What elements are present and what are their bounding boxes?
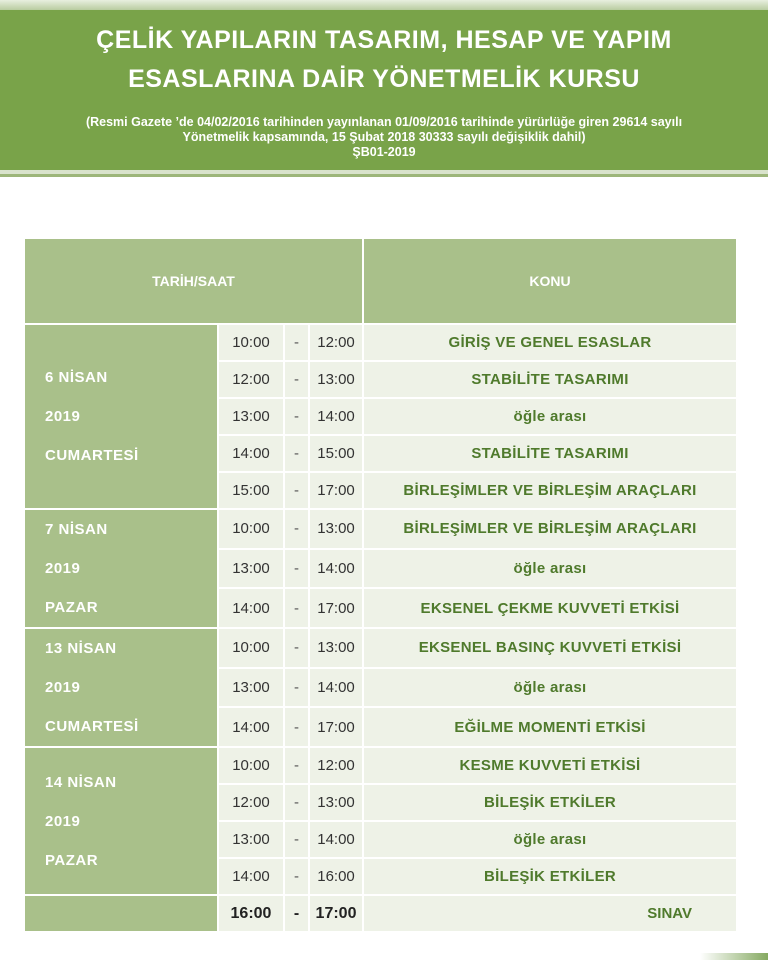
start-time: 10:00	[218, 747, 284, 784]
day-label-line: 6 NİSAN	[45, 369, 108, 386]
start-time: 12:00	[218, 784, 284, 821]
time-separator: -	[284, 858, 309, 895]
end-time: 13:00	[309, 361, 363, 398]
topic: öğle arası	[363, 398, 737, 435]
topic: BİLEŞİK ETKİLER	[363, 858, 737, 895]
day-label	[24, 324, 218, 509]
start-time: 12:00	[218, 361, 284, 398]
topic: öğle arası	[363, 549, 737, 589]
subtitle-line-1: (Resmi Gazete ’de 04/02/2016 tarihinden yayınlanan 01/09/2016 tarihinde yürürlüğe giren 29614 sayılı	[85, 115, 683, 129]
time-separator: -	[284, 435, 309, 472]
exam-start-time: 16:00	[218, 895, 284, 932]
course-code: ŞB01-2019	[352, 145, 416, 159]
end-time: 13:00	[309, 509, 363, 549]
start-time: 13:00	[218, 549, 284, 589]
time-separator: -	[284, 398, 309, 435]
start-time: 13:00	[218, 821, 284, 858]
start-time: 15:00	[218, 472, 284, 509]
day-label-line: CUMARTESİ	[45, 718, 139, 735]
end-time: 16:00	[309, 858, 363, 895]
table-row	[24, 628, 737, 668]
time-separator: -	[284, 784, 309, 821]
start-time: 13:00	[218, 668, 284, 708]
time-separator: -	[284, 361, 309, 398]
day-label-line: PAZAR	[45, 599, 99, 616]
end-time: 14:00	[309, 549, 363, 589]
top-strip	[0, 0, 768, 10]
time-separator: -	[284, 549, 309, 589]
end-time: 13:00	[309, 628, 363, 668]
schedule-table	[23, 237, 738, 933]
day-label-line: 2019	[45, 812, 81, 830]
day-label	[24, 628, 218, 747]
exam-row	[24, 895, 737, 932]
end-time: 17:00	[309, 707, 363, 747]
end-time: 14:00	[309, 821, 363, 858]
topic: KESME KUVVETİ ETKİSİ	[363, 747, 737, 784]
day-label	[24, 747, 218, 895]
start-time: 14:00	[218, 435, 284, 472]
start-time: 10:00	[218, 628, 284, 668]
day-label-line: 7 NİSAN	[45, 521, 108, 538]
exam-end-time: 17:00	[309, 895, 363, 932]
time-separator: -	[284, 668, 309, 708]
topic: STABİLİTE TASARIMI	[363, 361, 737, 398]
exam-time-separator: -	[284, 895, 309, 932]
time-separator: -	[284, 588, 309, 628]
day-label-line: 2019	[45, 560, 81, 577]
start-time: 10:00	[218, 509, 284, 549]
exam-day-cell	[24, 895, 218, 932]
time-separator: -	[284, 509, 309, 549]
topic: STABİLİTE TASARIMI	[363, 435, 737, 472]
time-separator: -	[284, 821, 309, 858]
day-label-line: CUMARTESİ	[45, 447, 139, 464]
start-time: 14:00	[218, 588, 284, 628]
time-separator: -	[284, 324, 309, 361]
end-time: 12:00	[309, 324, 363, 361]
day-label	[24, 509, 218, 628]
time-separator: -	[284, 707, 309, 747]
start-time: 14:00	[218, 707, 284, 747]
start-time: 14:00	[218, 858, 284, 895]
end-time: 13:00	[309, 784, 363, 821]
day-label-line: PAZAR	[45, 851, 99, 869]
day-label-line: 2019	[45, 679, 81, 696]
topic: EĞİLME MOMENTİ ETKİSİ	[363, 707, 737, 747]
table-row	[24, 747, 737, 784]
time-separator: -	[284, 472, 309, 509]
day-label-line: 13 NİSAN	[45, 640, 117, 657]
end-time: 14:00	[309, 668, 363, 708]
time-separator: -	[284, 747, 309, 784]
title-line-2: ESASLARINA DAİR YÖNETMELİK KURSU	[128, 65, 640, 93]
table-row	[24, 324, 737, 361]
topic: öğle arası	[363, 821, 737, 858]
table-row	[24, 509, 737, 549]
topic: BİRLEŞİMLER VE BİRLEŞİM ARAÇLARI	[363, 472, 737, 509]
time-separator: -	[284, 628, 309, 668]
topic: EKSENEL BASINÇ KUVVETİ ETKİSİ	[363, 628, 737, 668]
end-time: 14:00	[309, 398, 363, 435]
start-time: 10:00	[218, 324, 284, 361]
start-time: 13:00	[218, 398, 284, 435]
end-time: 12:00	[309, 747, 363, 784]
day-label-line: 14 NİSAN	[45, 773, 117, 791]
topic: GİRİŞ VE GENEL ESASLAR	[363, 324, 737, 361]
end-time: 17:00	[309, 588, 363, 628]
topic: öğle arası	[363, 668, 737, 708]
header-topic: KONU	[363, 238, 737, 324]
subtitle-line-2: Yönetmelik kapsamında, 15 Şubat 2018 30333 sayılı değişiklik dahil)	[182, 130, 586, 144]
title-line-1: ÇELİK YAPILARIN TASARIM, HESAP VE YAPIM	[96, 26, 672, 54]
header-banner	[0, 10, 768, 170]
exam-topic: SINAV	[363, 895, 737, 932]
end-time: 15:00	[309, 435, 363, 472]
topic: EKSENEL ÇEKME KUVVETİ ETKİSİ	[363, 588, 737, 628]
topic: BİRLEŞİMLER VE BİRLEŞİM ARAÇLARI	[363, 509, 737, 549]
end-time: 17:00	[309, 472, 363, 509]
header-date-time: TARİH/SAAT	[24, 238, 363, 324]
day-label-line: 2019	[45, 408, 81, 425]
topic: BİLEŞİK ETKİLER	[363, 784, 737, 821]
bottom-shadow	[700, 953, 768, 960]
table-header-row	[24, 238, 737, 324]
